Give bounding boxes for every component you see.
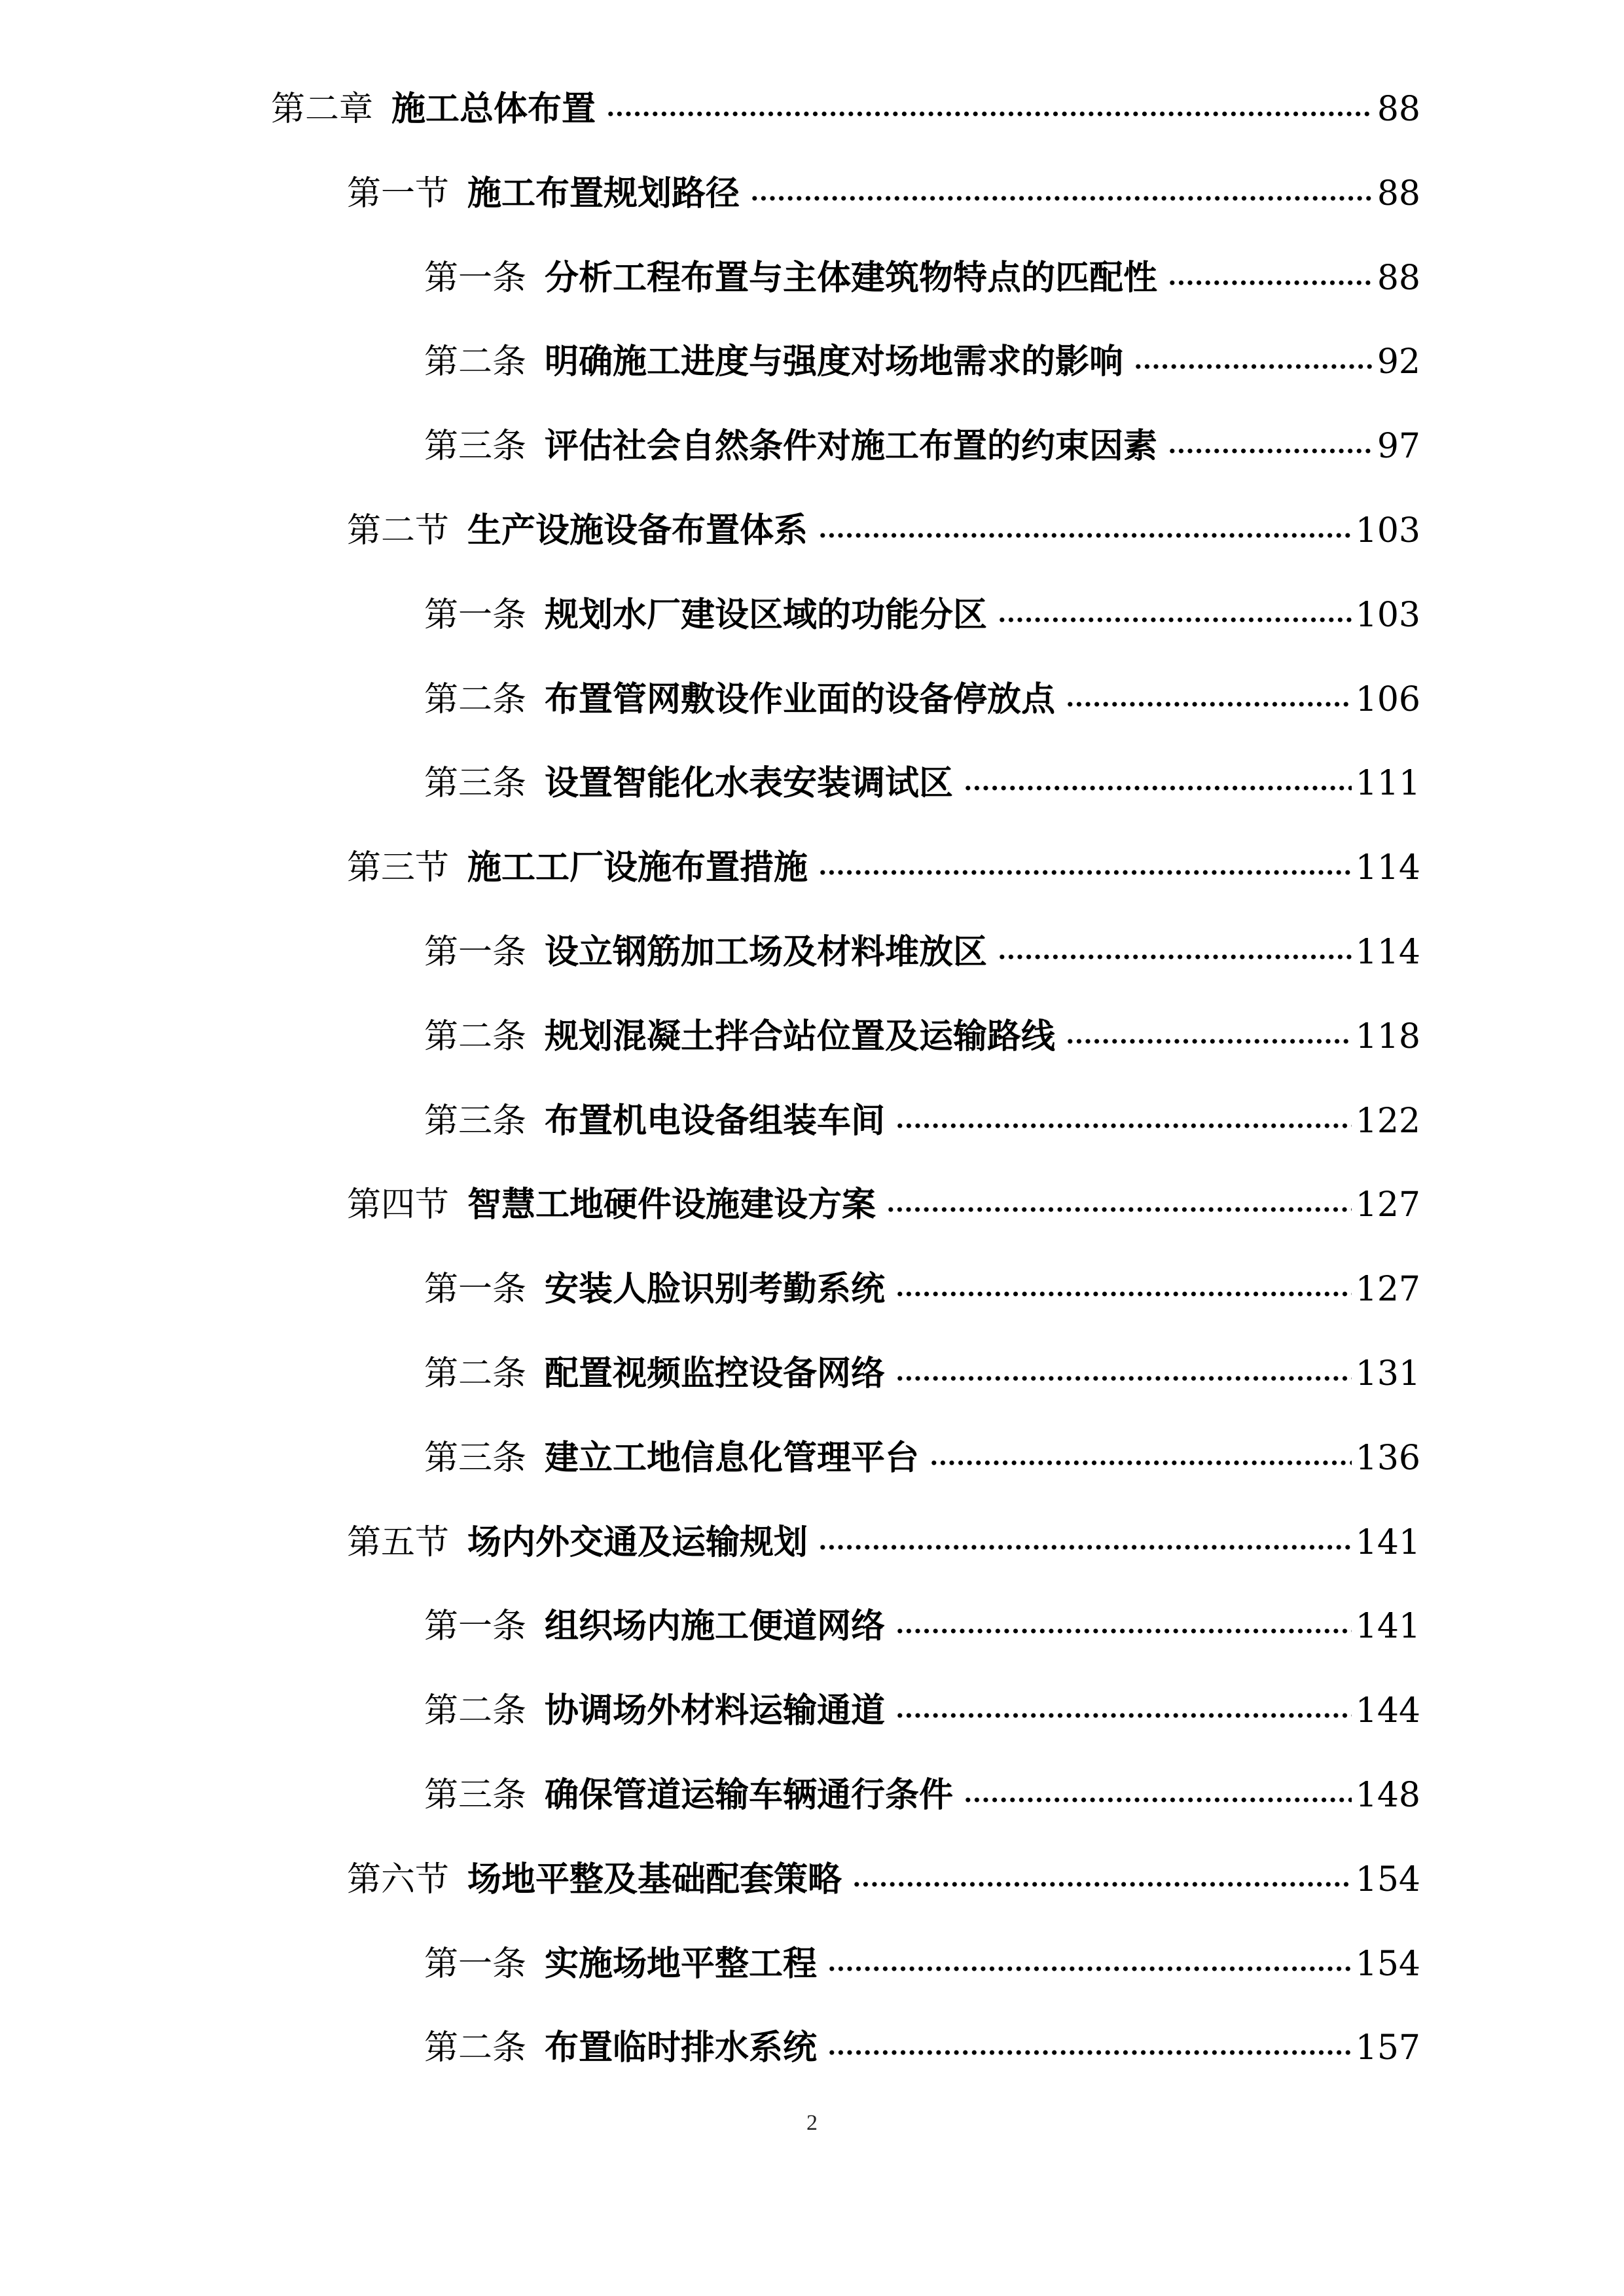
toc-entry-article[interactable] bbox=[424, 1435, 1420, 1476]
dot-leader bbox=[1066, 674, 1352, 708]
toc-entry-page-number: 97 bbox=[1377, 427, 1420, 466]
toc-entry-title: 场内外交通及运输规划 bbox=[467, 1522, 808, 1562]
dot-leader bbox=[818, 505, 1352, 539]
dot-leader bbox=[895, 1601, 1352, 1635]
toc-entry-article[interactable] bbox=[424, 761, 1420, 801]
toc-entry-section[interactable] bbox=[347, 1182, 1420, 1223]
toc-entry-label: 第一条 bbox=[424, 596, 527, 635]
toc-entry-label: 第一条 bbox=[424, 1945, 527, 1984]
dot-leader bbox=[895, 1348, 1352, 1382]
dot-leader bbox=[895, 1685, 1352, 1719]
toc-entry-label: 第二条 bbox=[424, 1691, 527, 1731]
dot-leader bbox=[827, 2022, 1352, 2056]
toc-entry-article[interactable] bbox=[424, 1014, 1420, 1054]
toc-entry-page-number: 122 bbox=[1355, 1102, 1420, 1141]
page-number: 2 bbox=[806, 2111, 818, 2135]
toc-entry-article[interactable] bbox=[424, 1351, 1420, 1391]
toc-entry-title: 建立工地信息化管理平台 bbox=[545, 1438, 920, 1478]
toc-entry-article[interactable] bbox=[424, 1266, 1420, 1307]
toc-entry-title: 规划混凝土拌合站位置及运输路线 bbox=[545, 1016, 1056, 1056]
toc-entry-page-number: 106 bbox=[1355, 680, 1420, 719]
toc-entry-page-number: 114 bbox=[1355, 848, 1420, 888]
toc-entry-article[interactable] bbox=[424, 1098, 1420, 1139]
toc-entry-page-number: 148 bbox=[1355, 1776, 1420, 1815]
toc-entry-title: 生产设施设备布置体系 bbox=[467, 511, 808, 550]
toc-entry-label: 第一条 bbox=[424, 933, 527, 972]
toc-entry-page-number: 154 bbox=[1355, 1945, 1420, 1984]
toc-entry-article[interactable] bbox=[424, 592, 1420, 633]
toc-entry-label: 第四节 bbox=[347, 1185, 450, 1225]
toc-entry-page-number: 88 bbox=[1377, 259, 1420, 298]
toc-entry-page-number: 118 bbox=[1355, 1017, 1420, 1056]
toc-entry-label: 第一节 bbox=[347, 174, 450, 213]
dot-leader bbox=[929, 1433, 1352, 1467]
toc-entry-article[interactable] bbox=[424, 1688, 1420, 1729]
toc-entry-label: 第一条 bbox=[424, 1607, 527, 1646]
toc-entry-title: 协调场外材料运输通道 bbox=[545, 1691, 886, 1731]
toc-entry-page-number: 111 bbox=[1355, 764, 1420, 803]
toc-entry-label: 第二条 bbox=[424, 1017, 527, 1056]
toc-entry-page-number: 131 bbox=[1355, 1354, 1420, 1393]
toc-entry-label: 第六节 bbox=[347, 1860, 450, 1899]
toc-entry-title: 安装人脸识别考勤系统 bbox=[545, 1269, 886, 1309]
toc-entry-label: 第一条 bbox=[424, 259, 527, 298]
toc-entry-article[interactable] bbox=[424, 423, 1420, 464]
toc-entry-label: 第一条 bbox=[424, 1270, 527, 1309]
dot-leader bbox=[964, 1770, 1352, 1804]
dot-leader bbox=[1168, 253, 1373, 287]
toc-entry-page-number: 136 bbox=[1355, 1439, 1420, 1478]
toc-entry-title: 施工工厂设施布置措施 bbox=[467, 848, 808, 888]
toc-entry-title: 明确施工进度与强度对场地需求的影响 bbox=[545, 342, 1124, 382]
toc-entry-section[interactable] bbox=[347, 1520, 1420, 1560]
toc-entry-title: 规划水厂建设区域的功能分区 bbox=[545, 595, 988, 635]
toc-entry-title: 施工总体布置 bbox=[391, 89, 596, 129]
toc-entry-article[interactable] bbox=[424, 1941, 1420, 1982]
toc-entry-page-number: 141 bbox=[1355, 1523, 1420, 1562]
toc-entry-label: 第三条 bbox=[424, 1102, 527, 1141]
toc-entry-article[interactable] bbox=[424, 339, 1420, 380]
toc-entry-page-number: 157 bbox=[1355, 2028, 1420, 2068]
toc-entry-title: 场地平整及基础配套策略 bbox=[467, 1859, 842, 1899]
dot-leader bbox=[998, 590, 1352, 624]
toc-entry-section[interactable] bbox=[347, 1857, 1420, 1897]
toc-entry-label: 第五节 bbox=[347, 1523, 450, 1562]
toc-entry-label: 第三条 bbox=[424, 1776, 527, 1815]
toc-entry-label: 第三条 bbox=[424, 427, 527, 466]
toc-entry-title: 布置管网敷设作业面的设备停放点 bbox=[545, 679, 1056, 719]
toc-entry-title: 布置机电设备组装车间 bbox=[545, 1101, 886, 1141]
toc-entry-title: 组织场内施工便道网络 bbox=[545, 1606, 886, 1646]
dot-leader bbox=[827, 1939, 1352, 1973]
toc-entry-label: 第二节 bbox=[347, 511, 450, 550]
toc-entry-title: 设立钢筋加工场及材料堆放区 bbox=[545, 932, 988, 972]
toc-entry-label: 第二条 bbox=[424, 1354, 527, 1393]
toc-entry-page-number: 114 bbox=[1355, 933, 1420, 972]
toc-entry-label: 第三节 bbox=[347, 848, 450, 888]
toc-entry-article[interactable] bbox=[424, 1604, 1420, 1644]
toc-entry-title: 实施场地平整工程 bbox=[545, 1944, 818, 1984]
toc-entry-page-number: 144 bbox=[1355, 1691, 1420, 1731]
toc-entry-section[interactable] bbox=[347, 508, 1420, 548]
dot-leader bbox=[818, 842, 1352, 876]
toc-entry-label: 第三条 bbox=[424, 1439, 527, 1478]
toc-entry-title: 布置临时排水系统 bbox=[545, 2028, 818, 2068]
dot-leader bbox=[818, 1517, 1352, 1551]
toc-entry-page-number: 92 bbox=[1377, 342, 1420, 382]
toc-entry-article[interactable] bbox=[424, 255, 1420, 296]
toc-entry-title: 配置视频监控设备网络 bbox=[545, 1354, 886, 1393]
dot-leader bbox=[1066, 1011, 1352, 1045]
toc-entry-title: 分析工程布置与主体建筑物特点的匹配性 bbox=[545, 258, 1158, 298]
dot-leader bbox=[852, 1854, 1352, 1888]
toc-entry-label: 第三条 bbox=[424, 764, 527, 803]
dot-leader bbox=[895, 1264, 1352, 1298]
dot-leader bbox=[886, 1179, 1352, 1213]
toc-entry-label: 第二条 bbox=[424, 680, 527, 719]
toc-entry-title: 确保管道运输车辆通行条件 bbox=[545, 1775, 954, 1815]
dot-leader bbox=[998, 927, 1352, 961]
toc-entry-title: 智慧工地硬件设施建设方案 bbox=[467, 1185, 876, 1225]
dot-leader bbox=[750, 168, 1373, 202]
toc-entry-section[interactable] bbox=[347, 171, 1420, 211]
toc-entry-label: 第二条 bbox=[424, 2028, 527, 2068]
dot-leader bbox=[895, 1096, 1352, 1130]
toc-entry-title: 施工布置规划路径 bbox=[467, 173, 740, 213]
toc-entry-label: 第二章 bbox=[271, 90, 374, 129]
toc-entry-page-number: 103 bbox=[1355, 596, 1420, 635]
dot-leader bbox=[964, 758, 1352, 792]
toc-entry-page-number: 88 bbox=[1377, 174, 1420, 213]
toc-entry-article[interactable] bbox=[424, 677, 1420, 717]
toc-entry-article[interactable] bbox=[424, 2025, 1420, 2066]
dot-leader bbox=[1168, 421, 1373, 455]
toc-entry-article[interactable] bbox=[424, 1772, 1420, 1813]
toc-entry-title: 设置智能化水表安装调试区 bbox=[545, 763, 954, 803]
toc-entry-label: 第二条 bbox=[424, 342, 527, 382]
toc-entry-page-number: 103 bbox=[1355, 511, 1420, 550]
toc-entry-page-number: 127 bbox=[1355, 1185, 1420, 1225]
toc-entry-page-number: 141 bbox=[1355, 1607, 1420, 1646]
toc-entry-title: 评估社会自然条件对施工布置的约束因素 bbox=[545, 426, 1158, 466]
toc-entry-page-number: 154 bbox=[1355, 1860, 1420, 1899]
dot-leader bbox=[606, 84, 1373, 118]
toc-entry-article[interactable] bbox=[424, 929, 1420, 970]
toc-entry-page-number: 127 bbox=[1355, 1270, 1420, 1309]
toc-entry-page-number: 88 bbox=[1377, 90, 1420, 129]
toc-entry-section[interactable] bbox=[347, 845, 1420, 886]
toc-entry-chapter[interactable] bbox=[271, 86, 1420, 127]
dot-leader bbox=[1134, 336, 1373, 370]
